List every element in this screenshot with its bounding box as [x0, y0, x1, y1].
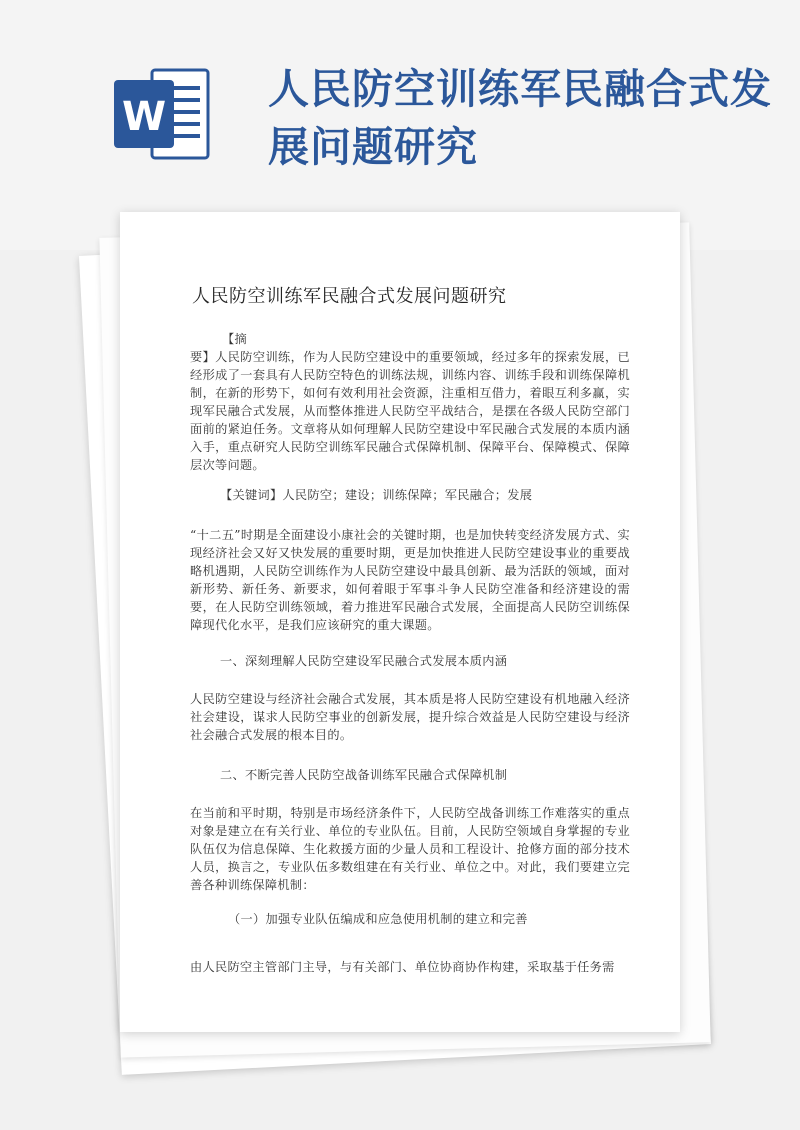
paragraph-3: 在当前和平时期，特别是市场经济条件下，人民防空战备训练工作难落实的重点对象是建立在有关行业、单位的专业队伍。目前，人民防空领域自身掌握的专业队伍仅为信息保障、生化救援方面的少量人员和工程设计、抢修方面的部分技术人员，换言之，专业队伍多数组建在有关行业、单位之中。对此，我们要建立完善各种训练保障机制： — [190, 806, 630, 892]
document-title: 人民防空训练军民融合式发展问题研究 — [192, 286, 507, 307]
word-icon-letter: W — [121, 94, 167, 140]
document-page — [120, 212, 680, 1032]
abstract-body: 要】人民防空训练，作为人民防空建设中的重要领域，经过多年的探索发展，已经形成了一套具有人民防空特色的训练法规，训练内容、训练手段和训练保障机制，在新的形势下，如何有效利用社会资源，注重相互借力，着眼互利多赢，实现军民融合式发展，从而整体推进人民防空平战结合，是摆在各级人民防空部门面前的紧迫任务。文章将从如何理解人民防空建设中军民融合式发展的本质内涵入手，重点研究人民防空训练军民融合式保障机制、保障平台、保障模式、保障层次等问题。 — [190, 350, 630, 472]
section-heading-2: 二、不断完善人民防空战备训练军民融合式保障机制 — [220, 768, 508, 782]
abstract — [190, 330, 630, 474]
header-title: 人民防空训练军民融合式发展问题研究 — [268, 65, 772, 171]
paragraph-1: “十二五”时期是全面建设小康社会的关键时期，也是加快转变经济发展方式、实现经济社会又好又快发展的重要时期，更是加快推进人民防空建设事业的重要战略机遇期，人民防空训练作为人民防空建设中最具创新、最为活跃的领域，面对新形势、新任务、新要求，如何着眼于军事斗争人民防空准备和经济建设的需要，在人民防空训练领域，着力推进军民融合式发展，全面提高人民防空训练保障现代化水平，是我们应该研究的重大课题。 — [190, 528, 630, 632]
abstract-label: 【摘 — [222, 332, 247, 346]
word-icon — [112, 64, 212, 164]
paragraph-2: 人民防空建设与经济社会融合式发展，其本质是将人民防空建设有机地融入经济社会建设，谋求人民防空事业的创新发展，提升综合效益是人民防空建设与经济社会融合式发展的根本目的。 — [190, 692, 630, 742]
subsection-heading-1: （一）加强专业队伍编成和应急使用机制的建立和完善 — [228, 912, 528, 926]
paragraph-4: 由人民防空主管部门主导，与有关部门、单位协商协作构建，采取基于任务需 — [190, 960, 615, 974]
keywords: 【关键词】人民防空；建设；训练保障；军民融合；发展 — [220, 488, 533, 502]
section-heading-1: 一、深刻理解人民防空建设军民融合式发展本质内涵 — [220, 654, 508, 668]
